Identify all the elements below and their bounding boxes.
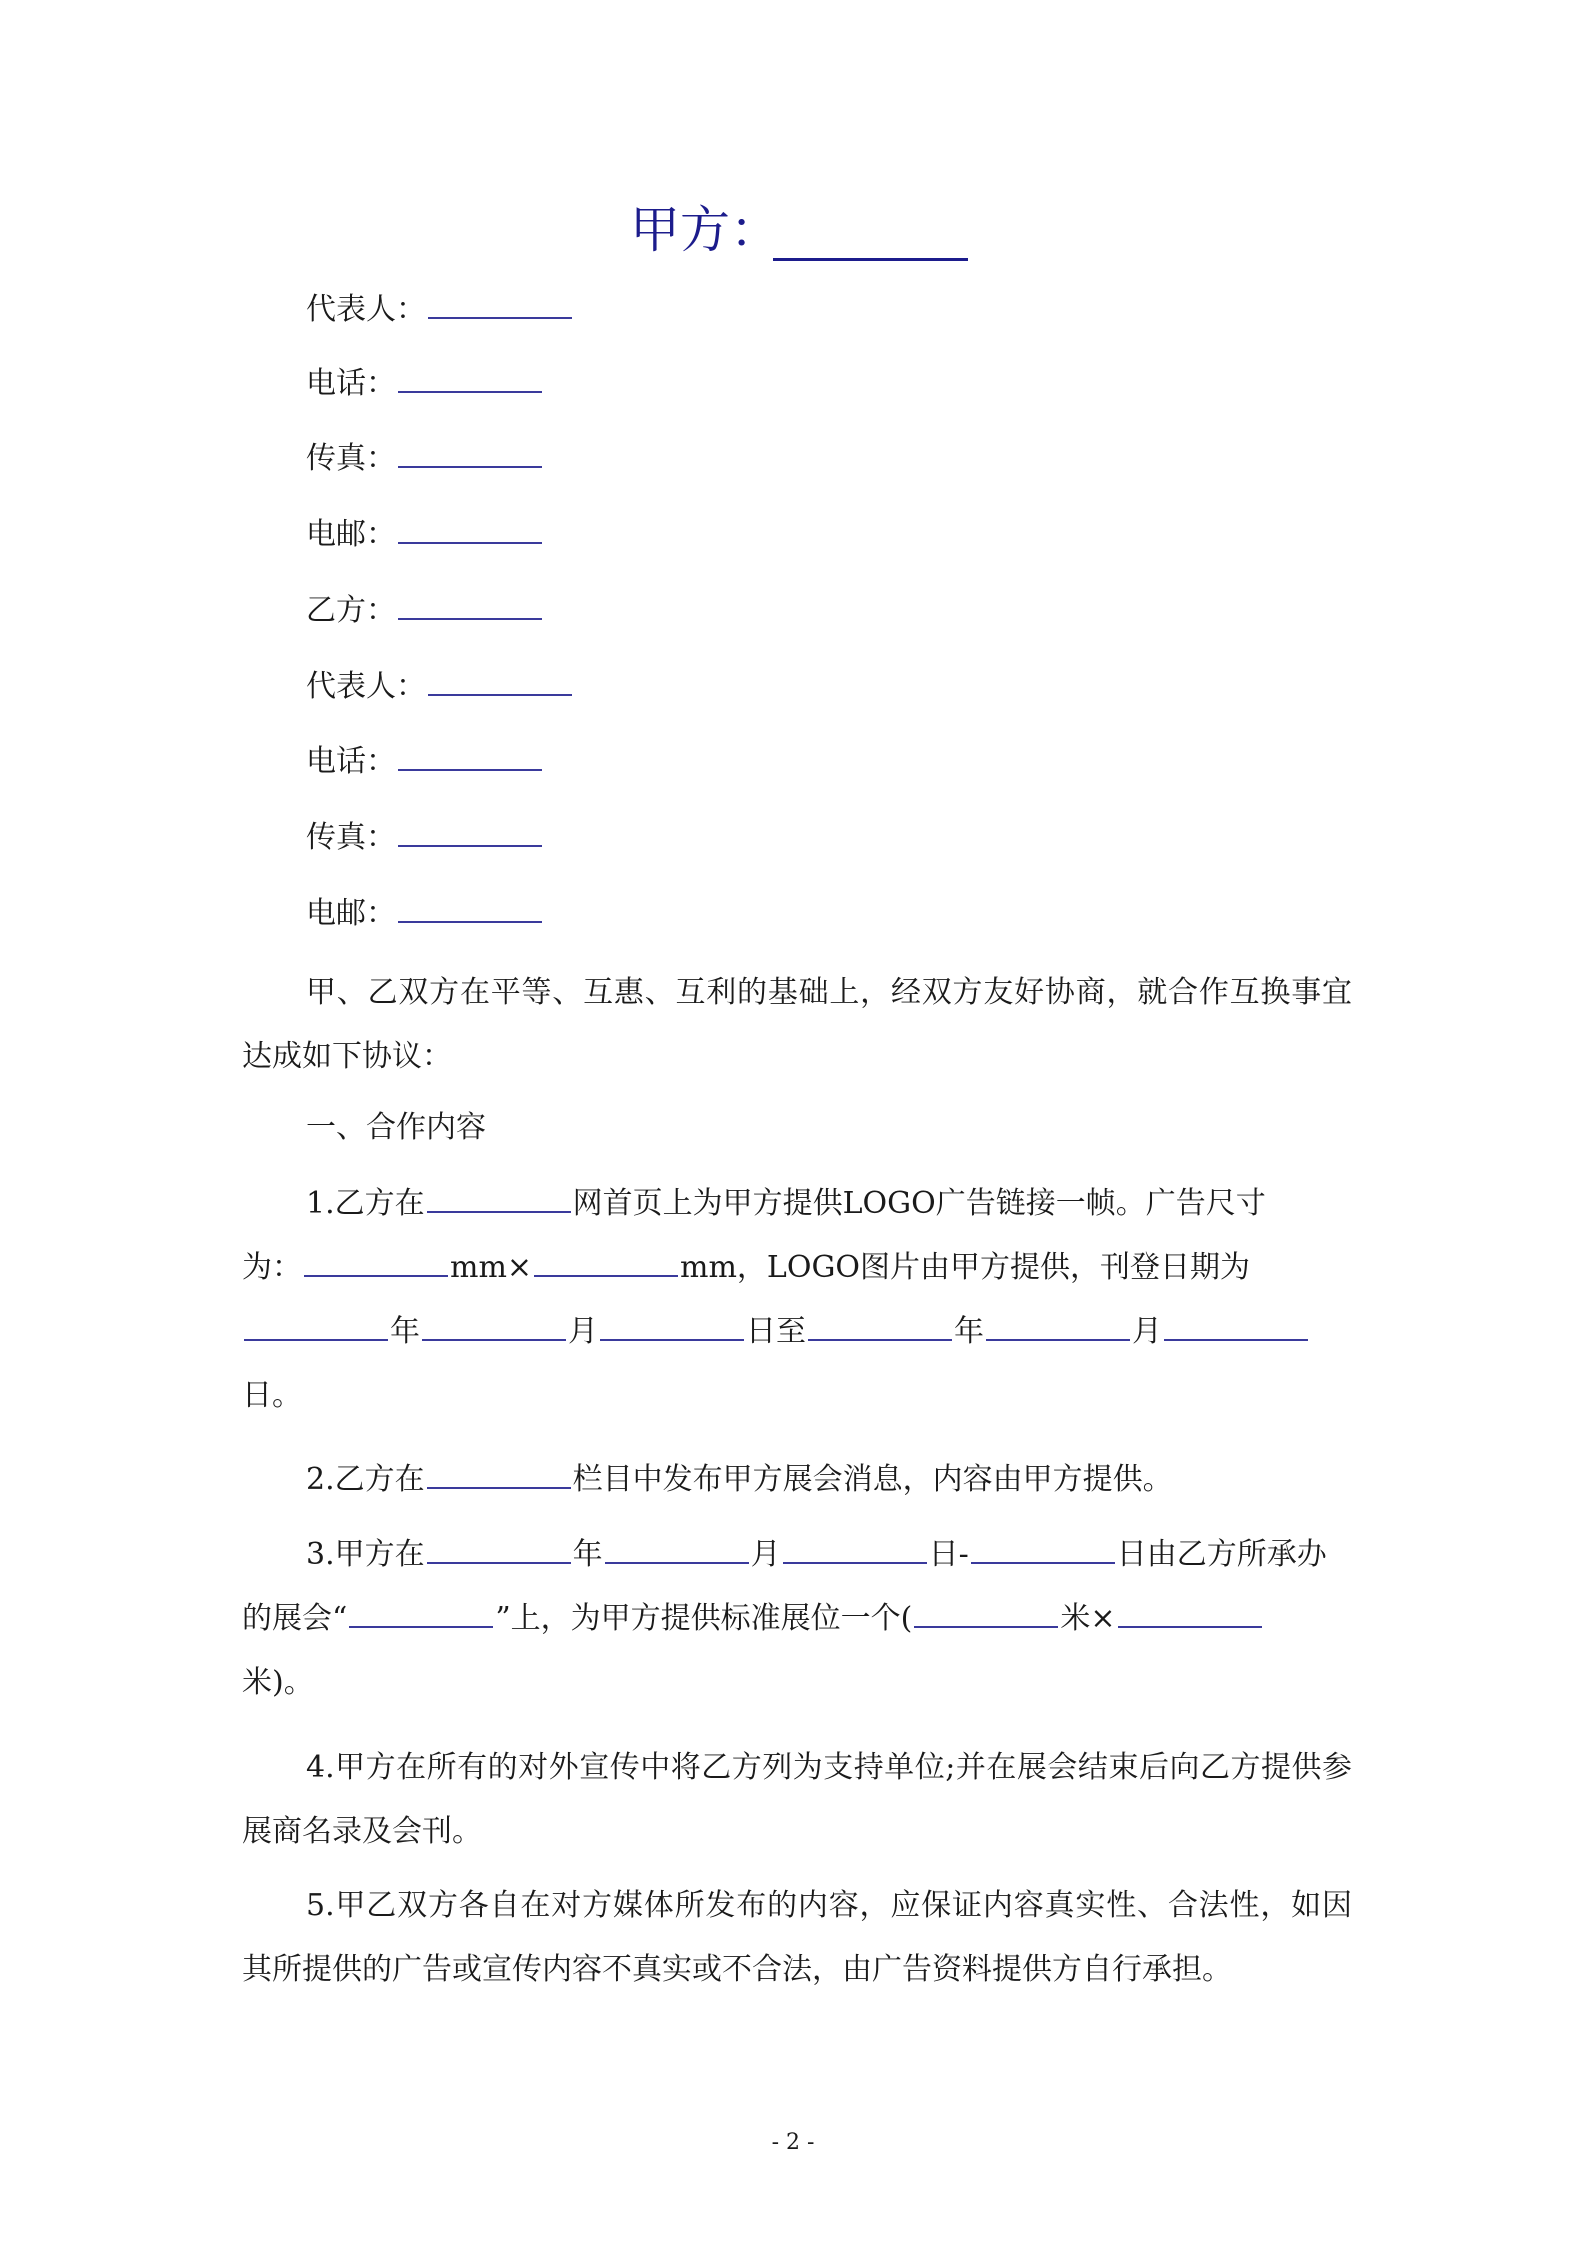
blank-line bbox=[398, 921, 542, 923]
clause-text: mm× bbox=[450, 1250, 533, 1285]
clause-text: 为： bbox=[242, 1250, 302, 1285]
clause1-line3 bbox=[242, 1312, 1310, 1352]
party-b-phone-field bbox=[306, 742, 542, 782]
party-b-rep-label: 代表人： bbox=[306, 669, 426, 704]
party-a-fax-field bbox=[306, 439, 542, 479]
title-blank-line bbox=[773, 258, 968, 261]
blank-line bbox=[914, 1626, 1058, 1628]
clause-text: 3.甲方在 bbox=[306, 1537, 425, 1572]
party-b-rep-field bbox=[306, 667, 572, 707]
blank-line bbox=[349, 1626, 493, 1628]
blank-line bbox=[304, 1275, 448, 1277]
clause2-line1 bbox=[306, 1460, 1173, 1500]
blank-line bbox=[971, 1562, 1115, 1564]
party-b-email-field bbox=[306, 894, 542, 934]
document-title: 甲方： bbox=[630, 201, 780, 259]
clause-text: 月 bbox=[1132, 1314, 1162, 1349]
clause3-line2 bbox=[242, 1599, 1264, 1639]
clause-text: 年 bbox=[572, 1537, 603, 1572]
party-a-email-label: 电邮： bbox=[306, 517, 396, 552]
clause-text: mm，LOGO图片由甲方提供，刊登日期为 bbox=[680, 1250, 1251, 1285]
intro-paragraph: 甲、乙双方在平等、互惠、互利的基础上，经双方友好协商，就合作互换事宜达成如下协议： bbox=[242, 975, 1352, 1074]
clause3-line3: 米)。 bbox=[242, 1665, 314, 1700]
page-number: - 2 - bbox=[771, 2130, 815, 2155]
clause-text: 1.乙方在 bbox=[306, 1186, 425, 1221]
clause-text: 日- bbox=[928, 1537, 969, 1572]
party-b-phone-label: 电话： bbox=[306, 744, 396, 779]
blank-line bbox=[398, 769, 542, 771]
blank-line bbox=[427, 1562, 571, 1564]
clause1-line4: 日。 bbox=[242, 1378, 302, 1413]
party-a-phone-label: 电话： bbox=[306, 366, 396, 401]
clause3-line1 bbox=[306, 1535, 1327, 1575]
clause-text: 日至 bbox=[746, 1314, 806, 1349]
clause5-paragraph: 5.甲乙双方各自在对方媒体所发布的内容，应保证内容真实性、合法性，如因其所提供的广告或宣传内容不真实或不合法，由广告资料提供方自行承担。 bbox=[242, 1888, 1352, 1987]
clause-text: 栏目中发布甲方展会消息，内容由甲方提供。 bbox=[572, 1462, 1173, 1497]
party-b-fax-field bbox=[306, 818, 542, 858]
blank-line bbox=[244, 1339, 388, 1341]
blank-line bbox=[398, 391, 542, 393]
clause-text: ”上，为甲方提供标准展位一个( bbox=[495, 1601, 913, 1636]
clause1-line1 bbox=[306, 1184, 1266, 1224]
blank-line bbox=[398, 542, 542, 544]
party-a-phone-field bbox=[306, 364, 542, 404]
clause-text: 网首页上为甲方提供LOGO广告链接一帧。广告尺寸 bbox=[572, 1186, 1266, 1221]
party-a-rep-label: 代表人： bbox=[306, 292, 426, 327]
blank-line bbox=[534, 1275, 678, 1277]
party-a-rep-field bbox=[306, 290, 572, 330]
blank-line bbox=[427, 1211, 571, 1213]
blank-line bbox=[600, 1339, 744, 1341]
clause-text: 的展会“ bbox=[242, 1601, 348, 1636]
party-b-name-field bbox=[306, 591, 542, 631]
party-a-email-field bbox=[306, 515, 542, 555]
party-b-name-label: 乙方： bbox=[306, 593, 396, 628]
party-b-fax-label: 传真： bbox=[306, 820, 396, 855]
clause-text: 年 bbox=[390, 1314, 420, 1349]
clause-text: 日由乙方所承办 bbox=[1116, 1537, 1327, 1572]
clause4-paragraph: 4.甲方在所有的对外宣传中将乙方列为支持单位;并在展会结束后向乙方提供参展商名录及会刊。 bbox=[242, 1750, 1352, 1849]
blank-line bbox=[428, 694, 572, 696]
section-heading: 一、合作内容 bbox=[306, 1110, 486, 1145]
clause-text: 月 bbox=[568, 1314, 598, 1349]
clause1-line2 bbox=[242, 1248, 1250, 1288]
party-a-fax-label: 传真： bbox=[306, 441, 396, 476]
blank-line bbox=[1164, 1339, 1308, 1341]
clause-text: 年 bbox=[954, 1314, 984, 1349]
blank-line bbox=[605, 1562, 749, 1564]
party-b-email-label: 电邮： bbox=[306, 896, 396, 931]
blank-line bbox=[1118, 1626, 1262, 1628]
blank-line bbox=[427, 1487, 571, 1489]
blank-line bbox=[783, 1562, 927, 1564]
clause-text: 月 bbox=[750, 1537, 781, 1572]
clause-text: 2.乙方在 bbox=[306, 1462, 425, 1497]
clause-text: 米× bbox=[1060, 1601, 1116, 1636]
blank-line bbox=[398, 466, 542, 468]
blank-line bbox=[398, 618, 542, 620]
blank-line bbox=[808, 1339, 952, 1341]
blank-line bbox=[986, 1339, 1130, 1341]
blank-line bbox=[398, 845, 542, 847]
blank-line bbox=[428, 317, 572, 319]
blank-line bbox=[422, 1339, 566, 1341]
